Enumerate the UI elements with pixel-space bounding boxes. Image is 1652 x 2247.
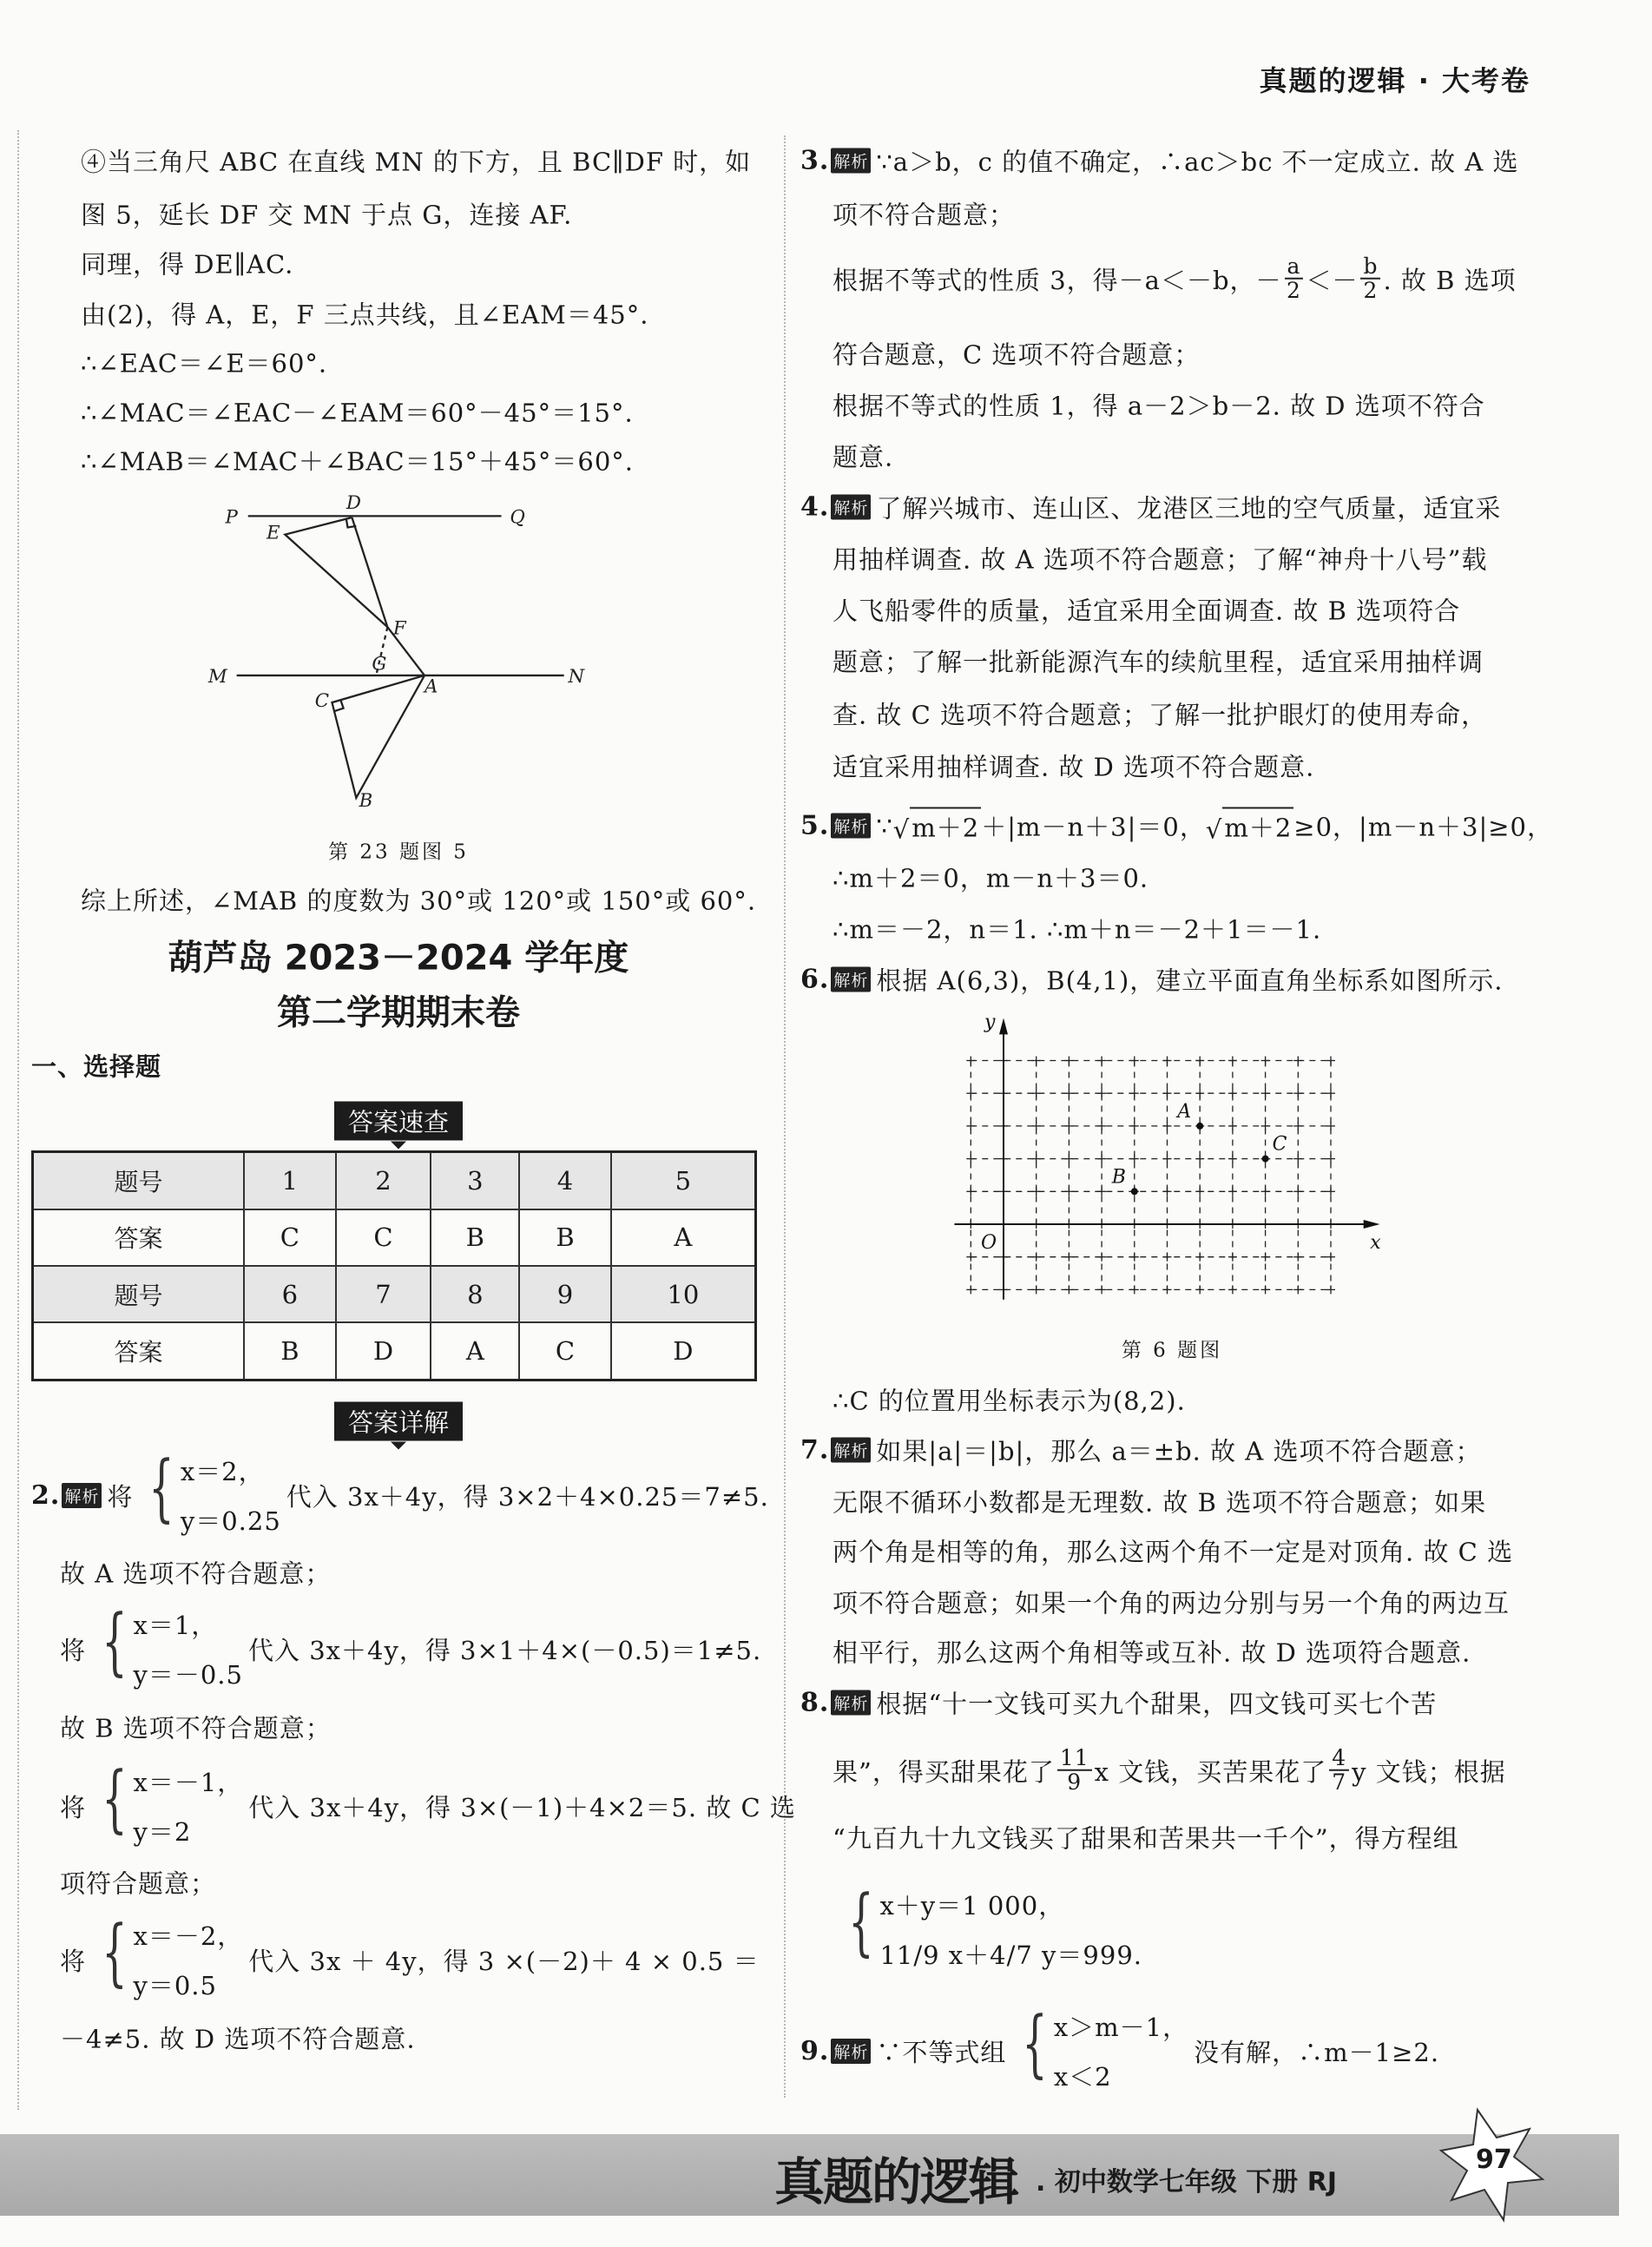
system-row: x＝2， <box>180 1457 265 1486</box>
q6-analysis-tag: 解析 <box>831 967 871 992</box>
text-run: 根据不等式的性质 3，得－a＜－b，－ <box>833 265 1282 295</box>
row-label: 题号 <box>33 1152 245 1209</box>
text-run: 没有解，∴m－1≥2. <box>1194 2037 1440 2067</box>
q7-line <box>833 1634 1471 1670</box>
page-number: 97 <box>1476 2145 1512 2175</box>
row-label: 答案 <box>33 1322 245 1380</box>
row-label: 题号 <box>33 1266 245 1322</box>
text-run: 根据 A(6,3)，B(4,1)，建立平面直角坐标系如图所示. <box>876 965 1504 996</box>
label-g: G <box>372 653 387 675</box>
text-run: 将 <box>60 1946 87 1976</box>
fraction <box>1360 255 1380 303</box>
text-run: “九百九十九文钱买了甜果和苦果共一千个”，得方程组 <box>833 1823 1459 1854</box>
y-axis-arrow-icon <box>999 1018 1008 1034</box>
point-label-c: C <box>1272 1133 1287 1156</box>
radicand: m＋2 <box>910 807 981 845</box>
numerator: 11 <box>1057 1747 1092 1771</box>
point-b <box>1131 1188 1138 1195</box>
equation-system <box>91 1909 244 2004</box>
table-cell: B <box>431 1209 519 1266</box>
exam-subtitle: 第二学期期末卷 <box>277 992 520 1033</box>
radical-sign-icon: √ <box>892 814 911 845</box>
triangle-acb <box>332 675 425 798</box>
point-label-a: A <box>1177 1100 1192 1123</box>
table-cell: A <box>431 1322 519 1380</box>
intro-line <box>81 345 327 380</box>
figure-5-geometry <box>200 484 598 827</box>
table-cell: 5 <box>611 1152 756 1209</box>
row-label: 答案 <box>33 1209 245 1266</box>
exam-title: 葫芦岛 2023－2024 学年度 <box>168 938 629 979</box>
table-cell: 1 <box>244 1152 335 1209</box>
q3-line <box>833 255 1517 303</box>
text-run: －4≠5. 故 D 选项不符合题意. <box>60 2024 416 2054</box>
denominator: 2 <box>1363 278 1379 303</box>
text-run: 适宜采用抽样调查. 故 D 选项不符合题意. <box>833 752 1315 782</box>
q3-line <box>833 387 1485 423</box>
system-row: x＜2 <box>1053 2062 1112 2092</box>
q2-line <box>60 1865 216 1901</box>
numerator: 4 <box>1329 1747 1349 1771</box>
intro-line <box>81 443 634 478</box>
text-run: 项不符合题意； <box>833 200 1016 230</box>
running-header: 真题的逻辑 · 大考卷 <box>1259 64 1530 97</box>
equation-system <box>1011 2000 1189 2095</box>
system-row: x＝－2， <box>133 1921 244 1951</box>
q2-line <box>60 1598 762 1693</box>
q4-line <box>833 643 1484 679</box>
text-run: 题意. <box>833 442 894 472</box>
text-run: 无限不循环小数都是无理数. 故 B 选项不符合题意；如果 <box>833 1487 1487 1518</box>
q9-analysis-tag: 解析 <box>831 2039 871 2064</box>
label-f: F <box>392 617 406 640</box>
text-run: y 文钱；根据 <box>1352 1756 1506 1787</box>
table-cell: A <box>611 1209 756 1266</box>
denominator: 2 <box>1287 278 1301 303</box>
q8-line <box>833 1820 1459 1855</box>
equation-system <box>91 1598 243 1693</box>
text-run: 查. 故 C 选项不符合题意；了解一批护眼灯的使用寿命， <box>833 700 1488 730</box>
left-brace-icon: { <box>102 1909 128 1994</box>
system-rows <box>133 1915 243 2004</box>
intro-line <box>81 143 751 179</box>
numerator: b <box>1360 255 1380 280</box>
q8-line <box>833 1744 1506 1795</box>
system-row: 11/9 x＋4/7 y＝999. <box>879 1941 1142 1970</box>
system-row: y＝0.5 <box>133 1971 217 2000</box>
text-run: 将 <box>60 1792 87 1822</box>
q8-number: 8. <box>800 1687 830 1718</box>
text-run: 相平行，那么这两个角相等或互补. 故 D 选项符合题意. <box>833 1637 1471 1668</box>
q9-number: 9. <box>800 2035 830 2066</box>
radical-sign-icon: √ <box>1205 814 1223 845</box>
q3-number: 3. <box>800 145 830 176</box>
q7-analysis-tag: 解析 <box>831 1438 871 1463</box>
equation-system <box>838 1879 1142 1974</box>
intro-line <box>81 296 648 332</box>
q5-line <box>833 860 1149 895</box>
system-rows <box>879 1885 1142 1974</box>
q4-number: 4. <box>800 491 830 523</box>
system-row: x＋y＝1 000， <box>879 1891 1065 1921</box>
text-run: ∴∠MAB＝∠MAC＋∠BAC＝15°＋45°＝60°. <box>81 446 634 477</box>
q2-line <box>60 1710 332 1745</box>
text-run: 项符合题意； <box>60 1868 217 1899</box>
section-heading: 一、选择题 <box>31 1051 162 1082</box>
q2-line <box>60 1555 331 1591</box>
text-run: 代入 3x ＋ 4y，得 3 ×(－2)＋ 4 × 0.5 ＝ <box>248 1946 760 1976</box>
detailed-answer-badge: 答案详解 <box>334 1402 463 1441</box>
q7-number: 7. <box>800 1434 830 1466</box>
text-run: 代入 3x＋4y，得 3×(－1)＋4×2＝5. 故 C 选 <box>248 1792 796 1822</box>
text-run: 人飞船零件的质量，适宜采用全面调查. 故 B 选项符合 <box>833 596 1461 626</box>
text-run: 将 <box>107 1481 134 1512</box>
point-c <box>1262 1156 1269 1163</box>
text-run: 同理，得 DE∥AC. <box>81 249 294 280</box>
q2-analysis-tag: 解析 <box>62 1483 102 1508</box>
intro-line <box>81 394 634 430</box>
text-run: ∴m＋2＝0，m－n＋3＝0. <box>833 863 1149 893</box>
q2-line <box>60 2020 416 2056</box>
text-run: 图 5，延长 DF 交 MN 于点 G，连接 AF. <box>81 200 573 230</box>
label-p: P <box>225 506 238 529</box>
equation-system <box>138 1445 281 1539</box>
text-run: 两个角是相等的角，那么这两个角不一定是对顶角. 故 C 选 <box>833 1537 1514 1567</box>
q5-analysis-tag: 解析 <box>831 814 871 839</box>
conclusion: 综上所述，∠MAB 的度数为 30°或 120°或 150°或 60°. <box>81 886 757 916</box>
table-cell: C <box>244 1209 335 1266</box>
label-q: Q <box>510 506 525 529</box>
table-cell: 7 <box>336 1266 431 1322</box>
radicand: m＋2 <box>1222 807 1293 845</box>
system-row: y＝－0.5 <box>133 1660 243 1690</box>
text-run: ∴∠MAC＝∠EAC－∠EAM＝60°－45°＝15°. <box>81 398 634 428</box>
q4-line <box>833 748 1314 784</box>
fraction <box>1057 1744 1092 1795</box>
q3-line <box>833 196 1015 232</box>
table-cell: 4 <box>519 1152 610 1209</box>
system-rows <box>133 1605 243 1693</box>
intro-line <box>81 196 572 232</box>
text-run: 根据不等式的性质 1，得 a－2＞b－2. 故 D 选项不符合 <box>833 391 1485 421</box>
q2-line <box>60 1756 796 1850</box>
q3-analysis-tag: 解析 <box>831 148 871 174</box>
q9-line <box>800 2000 1440 2095</box>
table-cell: D <box>611 1322 756 1380</box>
q6-conclusion: ∴C 的位置用坐标表示为(8,2). <box>833 1386 1186 1416</box>
left-margin-divider <box>17 130 19 2110</box>
q6-coordinate-grid <box>938 1011 1389 1307</box>
intro-line <box>81 246 293 281</box>
quick-answer-badge: 答案速查 <box>334 1102 463 1141</box>
text-run: ∵不等式组 <box>876 2037 1007 2067</box>
x-axis-label: x <box>1370 1232 1381 1254</box>
q7-line <box>833 1533 1513 1569</box>
footer-subtitle: . 初中数学七年级 下册 RJ <box>1036 2167 1337 2198</box>
q4-line <box>800 490 1501 525</box>
q2-number: 2. <box>31 1479 61 1511</box>
label-n: N <box>568 666 585 689</box>
y-axis-label: y <box>984 1011 996 1033</box>
table-row <box>33 1209 756 1266</box>
left-brace-icon: { <box>1022 2000 1049 2086</box>
system-row: y＝0.25 <box>180 1506 281 1536</box>
square-root <box>1206 807 1293 845</box>
table-cell: 10 <box>611 1266 756 1322</box>
system-rows <box>133 1762 243 1850</box>
table-cell: B <box>519 1209 610 1266</box>
system-rows <box>1054 2006 1188 2095</box>
quick-answer-table <box>31 1150 757 1381</box>
text-run: 代入 3x＋4y，得 3×2＋4×0.25＝7≠5. <box>286 1481 769 1512</box>
q3-line <box>800 143 1518 179</box>
text-run: ∵a＞b，c 的值不确定，∴ac＞bc 不一定成立. 故 A 选 <box>876 147 1519 177</box>
table-cell: 2 <box>336 1152 431 1209</box>
q6-figure-caption: 第 6 题图 <box>1121 1339 1223 1362</box>
left-brace-icon: { <box>148 1445 175 1530</box>
text-run: 将 <box>60 1635 87 1665</box>
text-run: 故 A 选项不符合题意； <box>60 1558 332 1589</box>
table-cell: 8 <box>431 1266 519 1322</box>
point-label-b: B <box>1111 1166 1126 1189</box>
table-row <box>33 1322 756 1380</box>
table-cell: C <box>336 1209 431 1266</box>
text-run: ＜－ <box>1306 265 1359 295</box>
q4-line <box>833 696 1487 732</box>
q3-line <box>833 336 1200 372</box>
label-d: D <box>346 492 361 515</box>
text-run: ∵ <box>876 811 893 840</box>
q3-line <box>833 438 893 474</box>
footer-brand: 真题的逻辑 <box>774 2152 1018 2211</box>
system-row: x＝1， <box>133 1611 218 1640</box>
left-brace-icon: { <box>102 1756 128 1841</box>
origin-label: O <box>981 1232 997 1254</box>
q5-number: 5. <box>800 810 830 841</box>
system-row: y＝2 <box>133 1817 192 1847</box>
point-a <box>1196 1123 1203 1130</box>
table-cell: D <box>336 1322 431 1380</box>
text-run: ∴∠EAC＝∠E＝60°. <box>81 348 328 379</box>
text-run: x 文钱，买苦果花了 <box>1094 1756 1327 1787</box>
text-run: 根据“十一文钱可买九个甜果，四文钱可买七个苦 <box>876 1689 1438 1719</box>
q7-line <box>833 1585 1510 1620</box>
text-run: 由(2)，得 A，E，F 三点共线，且∠EAM＝45°. <box>81 300 649 330</box>
text-run: 题意；了解一批新能源汽车的续航里程，适宜采用抽样调 <box>833 647 1484 677</box>
table-row <box>33 1152 756 1209</box>
left-brace-icon: { <box>848 1879 875 1964</box>
q4-line <box>833 541 1487 577</box>
denominator: 9 <box>1067 1769 1083 1795</box>
square-root <box>893 807 981 845</box>
label-c: C <box>314 690 330 713</box>
q4-analysis-tag: 解析 <box>831 495 871 520</box>
text-run: . 故 B 选项 <box>1383 265 1517 295</box>
text-run: 果”，得买甜果花了 <box>833 1756 1055 1787</box>
text-run: ≥0，|m－n＋3|≥0， <box>1293 812 1553 842</box>
text-run: ＋|m－n＋3|＝0， <box>981 812 1206 842</box>
text-run: 了解兴城市、连山区、龙港区三地的空气质量，适宜采 <box>876 493 1502 524</box>
text-run: 故 B 选项不符合题意； <box>60 1713 332 1743</box>
numerator: a <box>1285 255 1304 280</box>
label-b: B <box>359 789 373 812</box>
q7-line <box>800 1433 1481 1468</box>
table-cell: C <box>519 1322 610 1380</box>
q5-line <box>833 911 1321 946</box>
table-cell: 9 <box>519 1266 610 1322</box>
q2-line <box>60 1909 760 2004</box>
fraction <box>1285 255 1304 303</box>
q8-line <box>833 1879 1148 1974</box>
q6-line <box>800 962 1504 998</box>
left-brace-icon: { <box>102 1598 128 1684</box>
system-row: x＞m－1， <box>1053 2013 1189 2042</box>
q5-line <box>800 807 1553 845</box>
q7-line <box>833 1484 1486 1519</box>
text-run: 用抽样调查. 故 A 选项不符合题意；了解“神舟十八号”载 <box>833 544 1488 575</box>
text-run: 符合题意，C 选项不符合题意； <box>833 339 1201 370</box>
q2-line <box>31 1445 769 1539</box>
fraction <box>1329 1744 1349 1795</box>
system-row: x＝－1， <box>133 1768 244 1797</box>
table-cell: 3 <box>431 1152 519 1209</box>
denominator: 7 <box>1332 1769 1347 1795</box>
q8-analysis-tag: 解析 <box>831 1690 871 1716</box>
label-a: A <box>425 675 438 698</box>
system-rows <box>181 1451 281 1539</box>
text-run: 如果|a|＝|b|，那么 a＝±b. 故 A 选项不符合题意； <box>876 1436 1482 1466</box>
text-run: 项不符合题意；如果一个角的两边分别与另一个角的两边互 <box>833 1588 1510 1618</box>
q4-line <box>833 592 1460 628</box>
text-run: ④当三角尺 ABC 在直线 MN 的下方，且 BC∥DF 时，如 <box>81 147 752 177</box>
table-cell: 6 <box>244 1266 335 1322</box>
table-row <box>33 1266 756 1322</box>
label-m: M <box>207 666 227 689</box>
equation-system <box>91 1756 244 1850</box>
text-run: ∴m＝－2，n＝1. ∴m＋n＝－2＋1＝－1. <box>833 914 1322 945</box>
table-cell: B <box>244 1322 335 1380</box>
q6-number: 6. <box>800 964 830 995</box>
text-run: 代入 3x＋4y，得 3×1＋4×(－0.5)＝1≠5. <box>247 1635 762 1665</box>
triangle-def <box>285 517 387 627</box>
q8-line <box>800 1685 1437 1721</box>
figure-5-caption: 第 23 题图 5 <box>328 840 469 864</box>
x-axis-arrow-icon <box>1364 1220 1380 1229</box>
label-e: E <box>267 522 280 544</box>
